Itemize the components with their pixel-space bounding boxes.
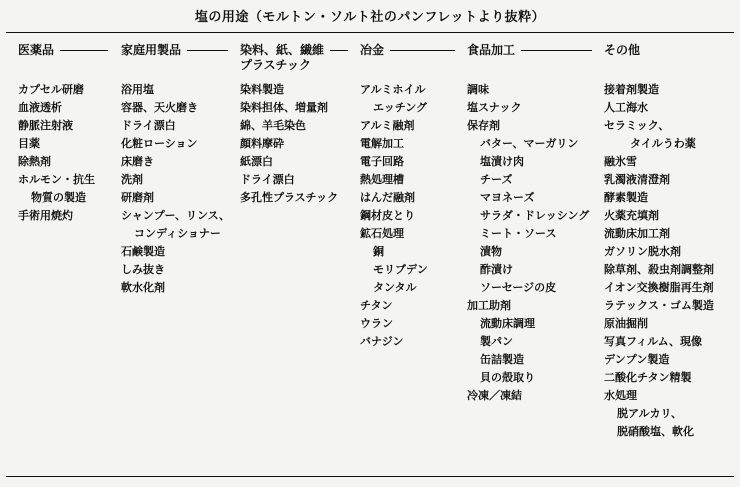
list-item: シャンプー、リンス、 (121, 209, 231, 222)
list-item: 静脈注射液 (18, 119, 73, 132)
list-item: 融氷雪 (604, 155, 637, 168)
column-header-line: 冶金 (360, 43, 385, 57)
list-item: 接着剤製造 (604, 83, 659, 96)
list-item: 顔料摩砕 (240, 137, 284, 150)
list-item: 目薬 (18, 137, 40, 150)
bottom-rule (6, 476, 734, 477)
list-item: ウラン (360, 317, 393, 330)
list-item: 軟水化剤 (121, 281, 165, 294)
list-item: 物質の製造 (31, 191, 86, 204)
list-item: 水処理 (604, 389, 637, 402)
list-item: 二酸化チタン精製 (604, 371, 692, 384)
column-items-5 (604, 81, 714, 441)
list-item: デンプン製造 (604, 353, 670, 366)
column-header-line: プラスチック (240, 58, 312, 72)
column-header-label (240, 43, 324, 73)
list-item: カプセル研磨 (18, 83, 84, 96)
column-header-label (18, 43, 54, 58)
list-item: 電解加工 (360, 137, 404, 150)
list-item: 浴用塩 (121, 83, 154, 96)
header-divider-line (521, 50, 592, 51)
list-item: ガソリン脱水剤 (604, 245, 681, 258)
column-items-0 (18, 81, 95, 225)
list-item: 鉱石処理 (360, 227, 404, 240)
list-item: ホルモン・抗生 (18, 173, 95, 186)
list-item: 人工海水 (604, 101, 648, 114)
list-item: 鋼材皮とり (360, 209, 415, 222)
list-item: コンディショナー (134, 227, 221, 240)
list-item: 塩スナック (467, 101, 522, 114)
list-item: 銅 (373, 245, 384, 258)
list-item: 写真フィルム、現像 (604, 335, 703, 348)
list-item: 原油掘削 (604, 317, 648, 330)
list-item: 貝の殻取り (480, 371, 535, 384)
list-item: 研磨剤 (121, 191, 154, 204)
list-item: 化粧ローション (121, 137, 198, 150)
column-items-4 (467, 81, 589, 405)
list-item: タイルうわ薬 (630, 137, 696, 150)
list-item: 床磨き (121, 155, 154, 168)
list-item: 熱処理槽 (360, 173, 404, 186)
list-item: 染料担体、増量剤 (240, 101, 328, 114)
top-rule (6, 32, 734, 33)
list-item: 紙漂白 (240, 155, 273, 168)
list-item: 加工助剤 (467, 299, 511, 312)
list-item: バター、マーガリン (480, 137, 579, 150)
header-divider-line (390, 50, 455, 51)
list-item: タンタル (373, 281, 417, 294)
list-item: 綿、羊毛染色 (240, 119, 306, 132)
list-item: 洗剤 (121, 173, 143, 186)
list-item: 除熱剤 (18, 155, 51, 168)
list-item: モリブデン (373, 263, 428, 276)
list-item: ドライ漂白 (121, 119, 176, 132)
list-item: ソーセージの皮 (480, 281, 557, 294)
list-item: チーズ (480, 173, 513, 186)
list-item: イオン交換樹脂再生剤 (604, 281, 714, 294)
list-item: 火薬充填剤 (604, 209, 659, 222)
column-header-label (360, 43, 384, 58)
column-header-line: 食品加工 (467, 43, 516, 57)
list-item: マヨネーズ (480, 191, 535, 204)
column-header-1 (121, 43, 234, 73)
list-item: 酵素製造 (604, 191, 648, 204)
list-item: 脱アルカリ、 (617, 407, 683, 420)
column-header-3 (360, 43, 461, 73)
header-divider-line (330, 50, 348, 51)
list-item: 電子回路 (360, 155, 404, 168)
list-item: しみ抜き (121, 263, 165, 276)
list-item: サラダ・ドレッシング (480, 209, 590, 222)
column-header-line: 家庭用製品 (121, 43, 182, 57)
column-items-3 (360, 81, 428, 351)
list-item: 石鹸製造 (121, 245, 165, 258)
column-items-2 (240, 81, 338, 207)
column-header-line: 医薬品 (18, 43, 55, 57)
list-item: 酢漬け (480, 263, 513, 276)
list-item: セラミック、 (604, 119, 670, 132)
column-items-1 (121, 81, 230, 297)
header-divider-line (187, 50, 228, 51)
list-item: 血液透析 (18, 101, 62, 114)
column-header-4 (467, 43, 598, 73)
list-item: 塩漬け肉 (480, 155, 524, 168)
list-item: 除草剤、殺虫剤調整剤 (604, 263, 714, 276)
list-item: 染料製造 (240, 83, 284, 96)
column-header-label (467, 43, 515, 58)
column-header-label (121, 43, 181, 58)
column-header-5 (604, 43, 726, 73)
column-header-2 (240, 43, 354, 73)
column-header-line: 染料、紙、繊維 (240, 43, 325, 57)
list-item: 多孔性プラスチック (240, 191, 339, 204)
list-item: アルミホイル (360, 83, 426, 96)
list-item: ラテックス・ゴム製造 (604, 299, 714, 312)
list-item: ミート・ソース (480, 227, 557, 240)
column-header-0 (18, 43, 114, 73)
column-header-line: その他 (604, 43, 641, 57)
list-item: 保存剤 (467, 119, 500, 132)
list-item: 乳濁液清澄剤 (604, 173, 670, 186)
list-item: ドライ漂白 (240, 173, 295, 186)
header-divider-line (60, 50, 108, 51)
list-item: 脱硝酸塩、軟化 (617, 425, 694, 438)
list-item: 調味 (467, 83, 489, 96)
list-item: 漬物 (480, 245, 502, 258)
list-item: エッチング (373, 101, 428, 114)
list-item: アルミ融剤 (360, 119, 415, 132)
list-item: はんだ融剤 (360, 191, 415, 204)
page-title: 塩の用途（モルトン・ソルト社のパンフレットより抜粋） (194, 10, 546, 25)
list-item: バナジン (360, 335, 404, 348)
list-item: 流動床調理 (480, 317, 535, 330)
list-item: 流動床加工剤 (604, 227, 670, 240)
list-item: 冷凍／凍結 (467, 389, 522, 402)
list-item: 製パン (480, 335, 513, 348)
list-item: チタン (360, 299, 393, 312)
list-item: 缶詰製造 (480, 353, 524, 366)
column-header-label (604, 43, 640, 58)
list-item: 手術用焼灼 (18, 209, 73, 222)
list-item: 容器、天火磨き (121, 101, 198, 114)
